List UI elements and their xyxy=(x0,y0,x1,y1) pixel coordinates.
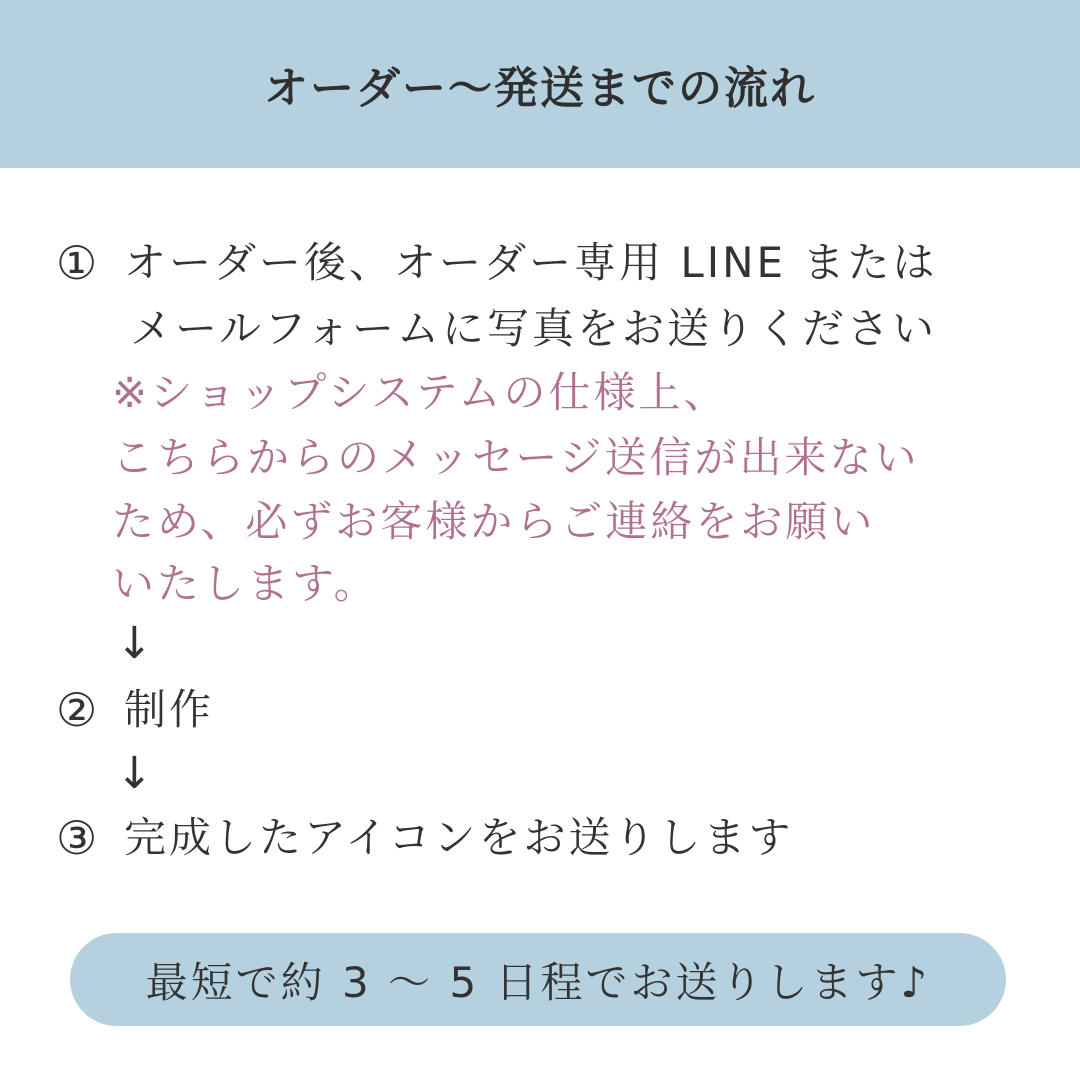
note-line-3: ため、必ずお客様からご連絡をお願い xyxy=(112,497,876,546)
down-arrow-icon: ↓ xyxy=(116,748,153,799)
step-1-text-line-1: オーダー後、オーダー専用 LINE または xyxy=(124,238,938,287)
note-line-1: ※ショップシステムの仕様上、 xyxy=(112,368,729,417)
header-banner xyxy=(0,0,1080,168)
note-line-4: いたします。 xyxy=(112,559,379,608)
step-1-number: ① xyxy=(56,236,98,290)
step-3-text: 完成したアイコンをお送りします xyxy=(124,813,794,862)
delivery-time-text: 最短で約 3 ～ 5 日程でお送りします♪ xyxy=(145,957,931,1007)
down-arrow-icon: ↓ xyxy=(116,618,153,669)
step-2-number: ② xyxy=(56,683,98,737)
page-title: オーダー～発送までの流れ xyxy=(264,63,816,114)
note-line-2: こちらからのメッセージ送信が出来ない xyxy=(112,433,920,482)
step-2-text: 制作 xyxy=(124,685,215,734)
step-3-number: ③ xyxy=(56,811,98,865)
delivery-time-banner xyxy=(70,933,1006,1026)
step-1-text-line-2: メールフォームに写真をお送りください xyxy=(130,304,938,353)
